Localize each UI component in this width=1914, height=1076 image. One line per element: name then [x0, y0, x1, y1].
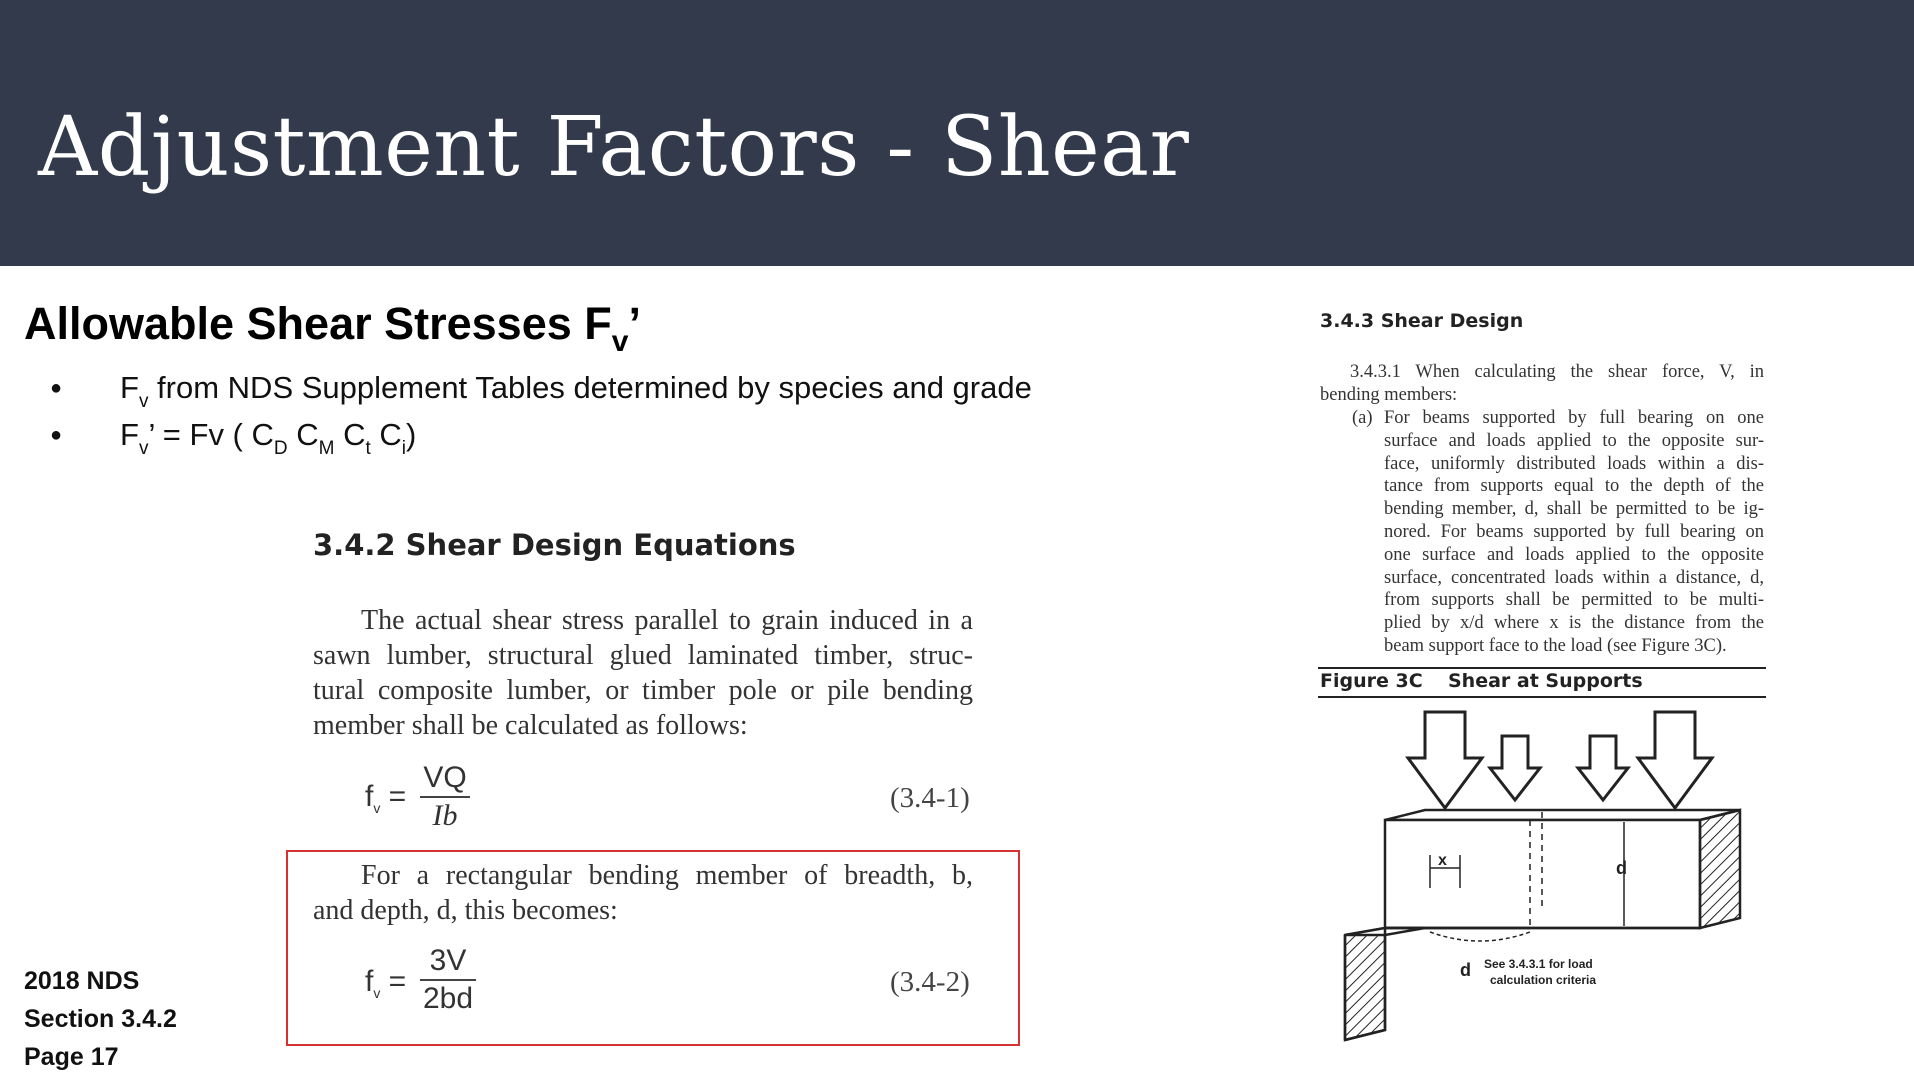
equation-fraction: [420, 760, 470, 834]
load-arrow-large: [1408, 712, 1712, 808]
bullet-item: [50, 368, 1032, 415]
equation-lhs: $f_v$ =: [365, 780, 407, 816]
title-bar: [0, 0, 1914, 266]
scan-paragraph-line: nored. For beams supported by full bearing on: [1384, 522, 1764, 542]
scan-paragraph-line: plied by x/d where x is the distance from the: [1384, 613, 1764, 634]
dimension-label-x: x: [1438, 852, 1447, 869]
bullet-symbol: F: [120, 370, 139, 405]
shear-at-supports-diagram: [1330, 700, 1760, 1070]
source-line: Page 17: [24, 1043, 119, 1071]
scan-section-title: 3.4.3 Shear Design: [1320, 310, 1524, 332]
equation-lhs: $f_v$ =: [365, 965, 407, 1001]
d-brace: [1430, 932, 1530, 941]
dimension-label-d: d: [1616, 858, 1627, 878]
heading-text: Allowable Shear Stresses F: [24, 298, 612, 349]
figure-label: Figure 3C: [1320, 670, 1423, 692]
equation-numerator: 3V: [429, 944, 467, 977]
scan-paragraph-line: member shall be calculated as follows:: [313, 710, 748, 741]
source-line: 2018 NDS: [24, 967, 140, 995]
scan-section-title: 3.4.2 Shear Design Equations: [313, 528, 796, 562]
bullet-text: from NDS Supplement Tables determined by species and grade: [148, 370, 1032, 405]
bullet-text: ): [405, 417, 417, 452]
bullet-subscript: D: [273, 438, 288, 459]
figure-rule-bottom: [1318, 696, 1766, 698]
scan-paragraph-line: The actual shear stress parallel to grain induced in a: [361, 605, 973, 636]
load-arrow-small: [1490, 736, 1628, 800]
diagram-note: See 3.4.3.1 for load: [1484, 957, 1593, 971]
bullet-subscript: i: [401, 438, 406, 459]
bullet-symbol: F: [120, 417, 139, 452]
scan-paragraph-line: face, uniformly distributed loads within a dis-: [1384, 453, 1764, 474]
equation-fraction: [420, 943, 476, 1017]
equation-denominator: Ib: [432, 799, 458, 832]
bullet-text: C: [287, 417, 319, 452]
diagram-note: calculation criteria: [1490, 973, 1597, 987]
scan-paragraph-line: 3.4.3.1 When calculating the shear force, V, in: [1350, 362, 1764, 382]
beam: [1385, 810, 1740, 928]
slide-title: Adjustment Factors - Shear: [38, 100, 1190, 195]
bullet-list: [50, 368, 1032, 462]
scan-paragraph-line: For a rectangular bending member of breadth, b,: [361, 860, 973, 891]
scan-paragraph-line: surface, concentrated loads within a distance, d,: [1384, 567, 1764, 588]
equation-numerator: VQ: [423, 761, 467, 794]
bullet-text: C: [334, 417, 366, 452]
equation-number: (3.4-2): [890, 966, 970, 998]
equation-number: (3.4-1): [890, 782, 970, 814]
scan-paragraph-line: surface and loads applied to the opposite sur-: [1384, 430, 1764, 451]
bullet-item: [50, 415, 1032, 462]
scan-paragraph-line: sawn lumber, structural glued laminated timber, struc-: [313, 640, 973, 671]
equation-denominator: 2bd: [422, 982, 474, 1015]
scan-paragraph-line: from supports shall be permitted to be multi-: [1384, 590, 1764, 611]
scan-paragraph-line: For beams supported by full bearing on one: [1384, 408, 1764, 428]
figure-name: Shear at Supports: [1448, 670, 1643, 692]
bullet-subscript: t: [365, 438, 371, 459]
bullet-subscript: v: [138, 438, 149, 459]
bullet-subscript: v: [138, 391, 149, 412]
scan-paragraph-line: bending member, d, shall be permitted to be ig-: [1384, 499, 1764, 520]
heading-prime: ’: [628, 298, 641, 349]
source-line: Section 3.4.2: [24, 1005, 177, 1033]
section-heading: [24, 298, 641, 359]
dimension-label-d-bottom: d: [1460, 960, 1471, 980]
scan-paragraph-line: and depth, d, this becomes:: [313, 895, 618, 926]
list-marker: (a): [1352, 408, 1373, 428]
scan-paragraph-line: tural composite lumber, or timber pole or pile bending: [313, 675, 973, 706]
heading-subscript: v: [611, 325, 629, 358]
bullet-subscript: M: [318, 438, 335, 459]
scan-paragraph-line: tance from supports equal to the depth of the: [1384, 476, 1764, 497]
bullet-text: C: [370, 417, 402, 452]
scan-paragraph-line: beam support face to the load (see Figure 3C).: [1384, 636, 1727, 656]
bullet-text: ’ = Fv ( C: [148, 417, 274, 452]
scan-paragraph-line: one surface and loads applied to the opposite: [1384, 544, 1764, 565]
source-reference: [24, 962, 177, 1076]
scan-paragraph-line: bending members:: [1320, 385, 1458, 405]
figure-rule-top: [1318, 667, 1766, 669]
